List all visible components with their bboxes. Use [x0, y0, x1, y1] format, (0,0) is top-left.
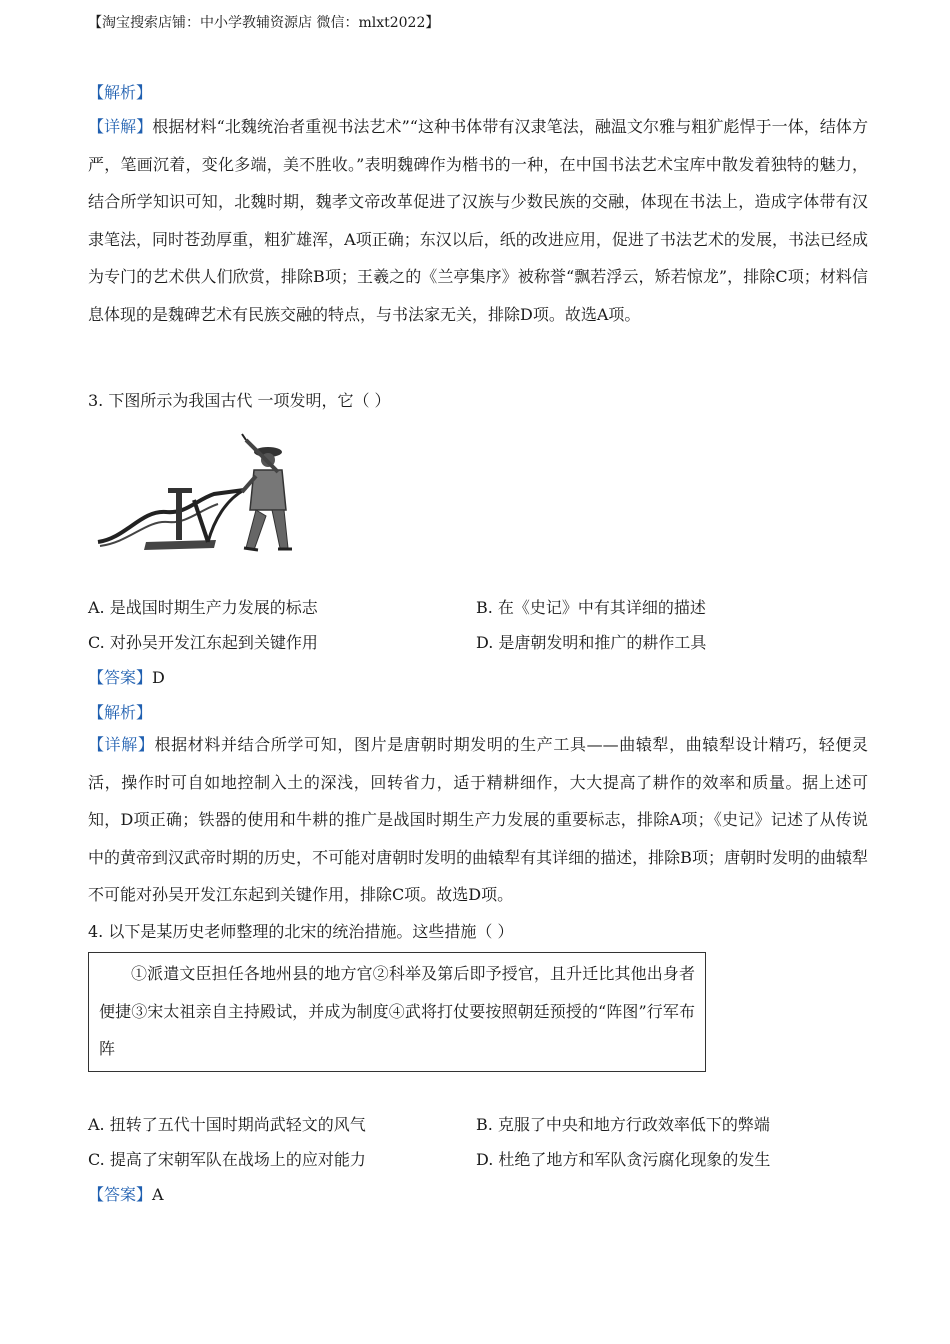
q4-material-box: [88, 952, 706, 1072]
q4-material-text: ①派遣文臣担任各地州县的地方官②科举及第后即予授官，且升迁比其他出身者便捷③宋太祖亲自主持殿试，并成为制度④武将打仗要按照朝廷预授的“阵图”行军布阵: [99, 964, 695, 1058]
plough-farmer-illustration: [96, 430, 296, 560]
q4-option-c: C. 提高了宋朝军队在战场上的应对能力: [88, 1150, 366, 1169]
q4-option-a: A. 扭转了五代十国时期尚武轻文的风气: [88, 1115, 366, 1134]
q3-analysis-tag: 【解析】: [88, 703, 153, 722]
q3-option-b: B. 在《史记》中有其详细的描述: [476, 598, 706, 617]
q3-detail-tag: 【详解】: [88, 735, 155, 754]
q3-detail: [88, 726, 868, 914]
q2-detail-tag: 【详解】: [88, 117, 153, 136]
q4-option-d: D. 杜绝了地方和军队贪污腐化现象的发生: [476, 1150, 771, 1169]
q3-option-d: D. 是唐朝发明和推广的耕作工具: [476, 633, 707, 652]
q2-detail-text: 根据材料“北魏统治者重视书法艺术”“这种书体带有汉隶笔法，融温文尔雅与粗犷彪悍于一体，结体方严，笔画沉着，变化多端，美不胜收。”表明魏碑作为楷书的一种，在中国书法艺术宝库中散发着独特的魅力，结合所学知识可知，北魏时期，魏孝文帝改革促进了汉族与少数民族的交融，体现在书法上，造成字体带有汉隶笔法，同时苍劲厚重，粗犷雄浑，A项正确；东汉以后，纸的改进应用，促进了书法艺术的发展，书法已经成为专门的艺术供人们欣赏，排除B项；王羲之的《兰亭集序》被称誉“飘若浮云，矫若惊龙”，排除C项；材料信息体现的是魏碑艺术有民族交融的特点，与书法家无关，排除D项。故选A项。: [88, 117, 868, 324]
q3-option-a: A. 是战国时期生产力发展的标志: [88, 598, 318, 617]
q4-answer-tag: 【答案】: [88, 1185, 153, 1204]
q4-answer-value: A: [152, 1185, 164, 1204]
q4-option-b: B. 克服了中央和地方行政效率低下的弊端: [476, 1115, 770, 1134]
q4-stem: 4. 以下是某历史老师整理的北宋的统治措施。这些措施（ ）: [88, 922, 514, 941]
q3-answer-value: D: [152, 668, 165, 687]
q2-analysis-tag: 【解析】: [88, 83, 153, 102]
q3-detail-text: 根据材料并结合所学可知，图片是唐朝时期发明的生产工具——曲辕犁，曲辕犁设计精巧，轻便灵活，操作时可自如地控制入土的深浅，回转省力，适于精耕细作，大大提高了耕作的效率和质量。据上述可知，D项正确；铁器的使用和牛耕的推广是战国时期生产力发展的重要标志，排除A项；《史记》记述了从传说中的黄帝到汉武帝时期的历史，不可能对唐朝时发明的曲辕犁有其详细的描述，排除B项；唐朝时发明的曲辕犁不可能对孙吴开发江东起到关键作用，排除C项。故选D项。: [88, 735, 868, 904]
q3-option-c: C. 对孙吴开发江东起到关键作用: [88, 633, 318, 652]
q3-answer-tag: 【答案】: [88, 668, 153, 687]
q4-answer: [88, 1182, 164, 1205]
q2-detail: [88, 108, 868, 333]
page-header: 【淘宝搜索店铺：中小学教辅资源店 微信：mlxt2022】: [88, 15, 440, 31]
q3-answer: [88, 665, 165, 688]
q3-stem: 3. 下图所示为我国古代 一项发明，它（ ）: [88, 391, 391, 410]
